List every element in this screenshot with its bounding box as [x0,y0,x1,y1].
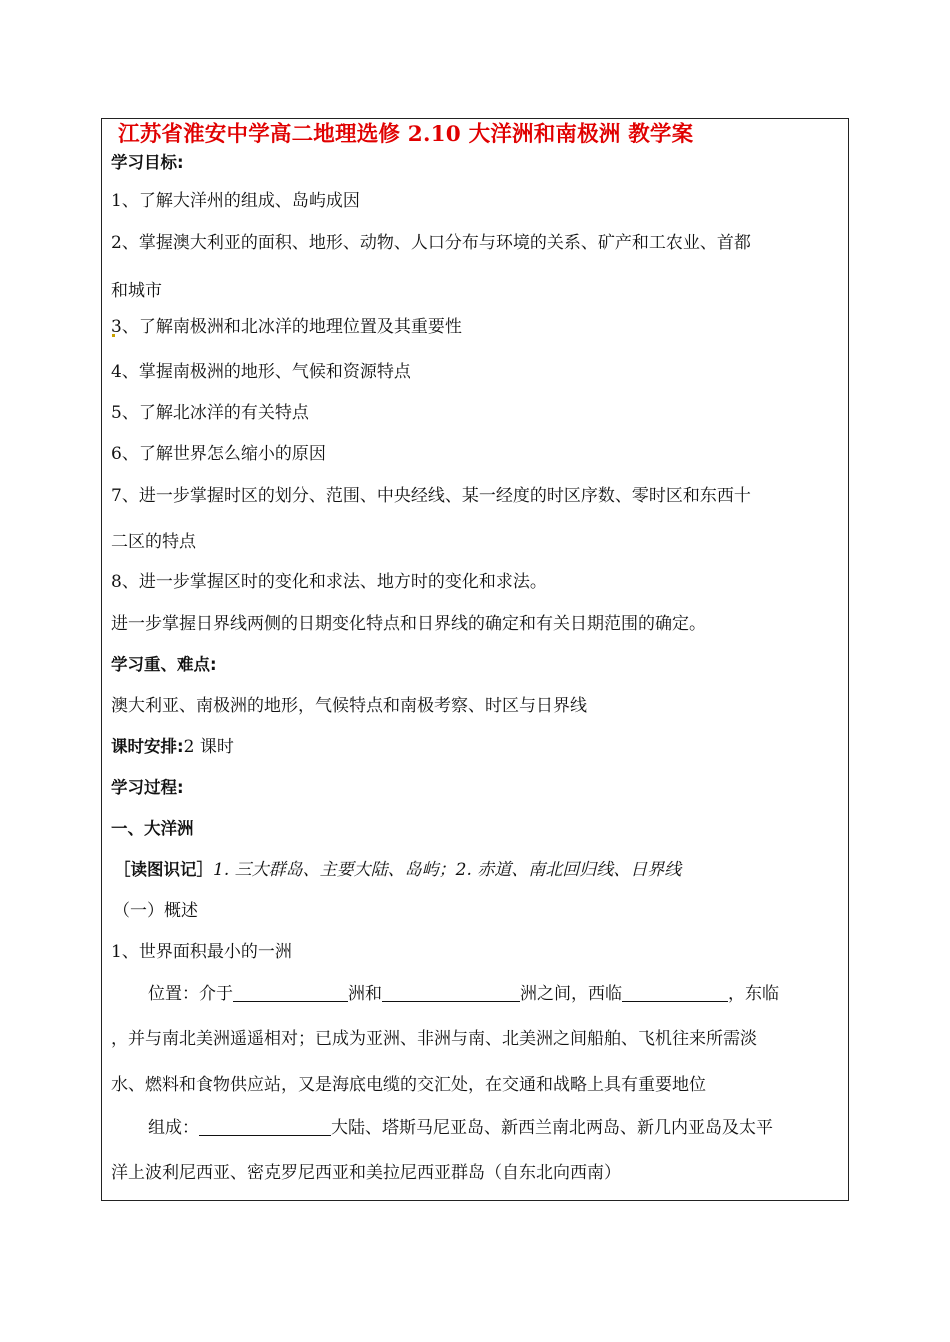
keypoints-text: 澳大利亚、南极洲的地形，气候特点和南极考察、时区与日界线 [111,696,587,716]
schedule-value: 2 课时 [183,737,234,757]
objectives-heading: 学习目标: [111,153,184,172]
blank-continent-1[interactable] [233,984,348,1002]
read-map-text: 1. 三大群岛、主要大陆、岛屿；2. 赤道、南北回归线、日界线 [213,860,682,880]
location-end: ，东临 [728,984,779,1004]
read-map-line [114,859,681,881]
document-title: 江苏省淮安中学高二地理选修 2.10 大洋洲和南极洲 教学案 [118,122,694,147]
composition-line [148,1117,773,1139]
location-line [148,983,779,1005]
objective-2: 2、掌握澳大利亚的面积、地形、动物、人口分布与环境的关系、矿产和工农业、首都 [111,233,751,253]
location-cont-2: 水、燃料和食物供应站，又是海底电缆的交汇处，在交通和战略上具有重要地位 [111,1075,706,1095]
objective-4: 4、掌握南极洲的地形、气候和资源特点 [111,362,411,382]
objective-1: 1、了解大洋州的组成、岛屿成因 [111,191,360,211]
keypoints-heading: 学习重、难点: [111,655,217,674]
composition-prefix: 组成： [148,1118,199,1138]
objective-3: 3、了解南极洲和北冰洋的地理位置及其重要性 [111,317,462,337]
item-smallest-continent: 1、世界面积最小的一洲 [111,942,292,962]
schedule-line [111,736,234,758]
location-mid2: 洲之间，西临 [520,984,622,1004]
composition-rest: 大陆、塔斯马尼亚岛、新西兰南北两岛、新几内亚岛及太平 [331,1118,773,1138]
objective-2-cont: 和城市 [111,281,162,301]
objective-8-extra: 进一步掌握日界线两侧的日期变化特点和日界线的确定和有关日期范围的确定。 [111,614,706,634]
blank-continent-2[interactable] [382,984,520,1002]
overview-heading: （一）概述 [113,901,198,921]
objective-8: 8、进一步掌握区时的变化和求法、地方时的变化和求法。 [111,572,547,592]
objective-6: 6、了解世界怎么缩小的原因 [111,444,326,464]
objective-7: 7、进一步掌握时区的划分、范围、中央经线、某一经度的时区序数、零时区和东西十 [111,486,751,506]
composition-cont: 洋上波利尼西亚、密克罗尼西亚和美拉尼西亚群岛（自东北向西南） [111,1163,621,1183]
location-cont-1: ，并与南北美洲遥遥相对；已成为亚洲、非洲与南、北美洲之间船舶、飞机往来所需淡 [111,1029,757,1049]
schedule-label: 课时安排: [111,737,184,756]
location-mid1: 洲和 [348,984,382,1004]
location-prefix: 位置：介于 [148,984,233,1004]
process-heading: 学习过程: [111,778,184,797]
blank-west-ocean[interactable] [622,984,728,1002]
blank-composition[interactable] [199,1118,331,1136]
read-map-label: ［读图识记］ [114,860,213,879]
section-oceania-heading: 一、大洋洲 [111,819,194,838]
objective-5: 5、了解北冰洋的有关特点 [111,403,309,423]
objective-7-cont: 二区的特点 [111,532,196,552]
